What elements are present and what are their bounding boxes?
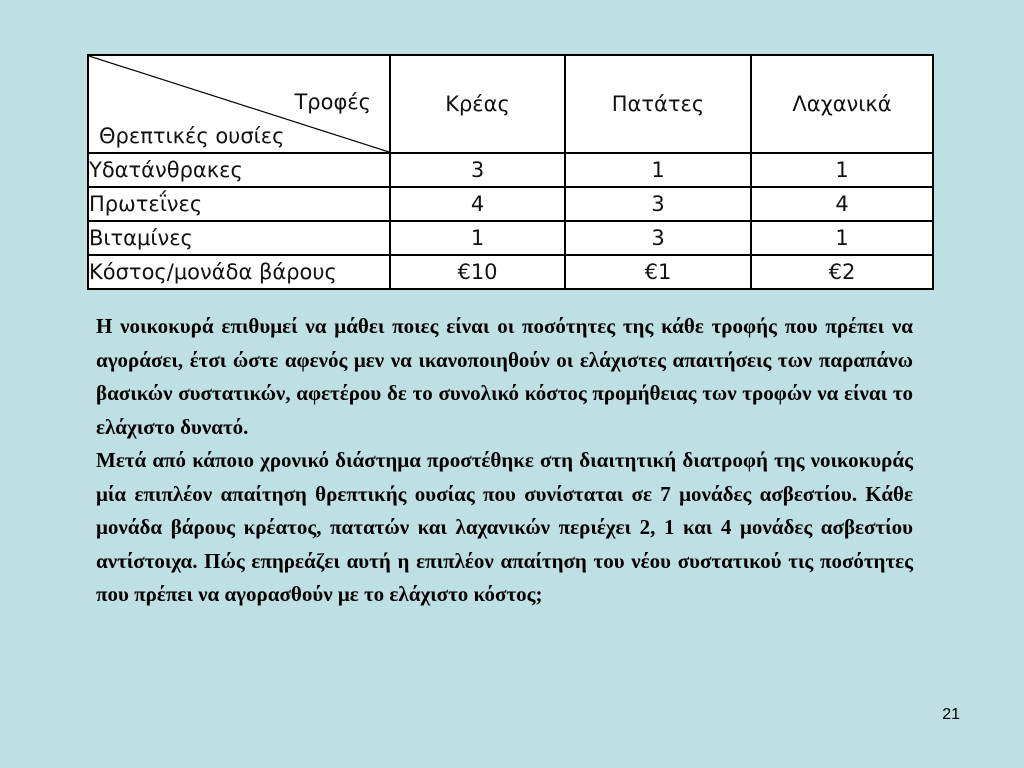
row-label-proteins: Πρωτεΐνες [88, 187, 390, 221]
food-header-potatoes: Πατάτες [565, 55, 751, 153]
row-label-vitamins: Βιταμίνες [88, 221, 390, 255]
table-cell: 3 [565, 187, 751, 221]
corner-foods-label: Τροφές [294, 90, 371, 114]
row-label-cost: Κόστος/μονάδα βάρους [88, 255, 390, 289]
table-header-row [88, 55, 933, 153]
table-cell: 1 [565, 153, 751, 187]
food-header-meat: Κρέας [390, 55, 565, 153]
table-cell: 4 [751, 187, 933, 221]
table-row [88, 255, 933, 289]
nutrition-table [87, 54, 934, 290]
table-cell: 1 [390, 221, 565, 255]
table-cell: 1 [751, 153, 933, 187]
table-row [88, 221, 933, 255]
table-cell: 3 [565, 221, 751, 255]
row-label-carbohydrates: Υδατάνθρακες [88, 153, 390, 187]
table-row [88, 187, 933, 221]
food-header-vegetables: Λαχανικά [751, 55, 933, 153]
table-cell: €2 [751, 255, 933, 289]
paragraph-calcium-requirement: Μετά από κάποιο χρονικό διάστημα προστέθηκε στη διαιτητική διατροφή της νοικοκυράς μία επιπλέον απαίτηση θρεπτικής ουσίας που συνίσταται σε 7 μονάδες ασβεστίου. Κάθε μονάδα βάρους κρέατος, πατατών και λαχανικών περιέχει 2, 1 και 4 μονάδες ασβεστίου αντίστοιχα. Πώς επηρεάζει αυτή η επιπλέον απαίτηση του νέου συστατικού τις ποσότητες που πρέπει να αγορασθούν με το ελάχιστο κόστος; [96, 448, 913, 606]
table-row [88, 153, 933, 187]
table-cell: 3 [390, 153, 565, 187]
corner-nutrients-label: Θρεπτικές ουσίες [99, 124, 285, 148]
table-cell: 1 [751, 221, 933, 255]
problem-description [96, 310, 913, 612]
nutrition-table-container [87, 54, 932, 288]
table-corner-cell [88, 55, 390, 153]
table-cell: €1 [565, 255, 751, 289]
paragraph-objective: Η νοικοκυρά επιθυμεί να μάθει ποιες είναι οι ποσότητες της κάθε τροφής που πρέπει να αγοράσει, έτσι ώστε αφενός μεν να ικανοποιηθούν οι ελάχιστες απαιτήσεις των παραπάνω βασικών συστατικών, αφετέρου δε το συνολικό κόστος προμήθειας των τροφών να είναι το ελάχιστο δυνατό. [96, 314, 913, 439]
page-number: 21 [942, 706, 960, 723]
table-cell: 4 [390, 187, 565, 221]
table-cell: €10 [390, 255, 565, 289]
